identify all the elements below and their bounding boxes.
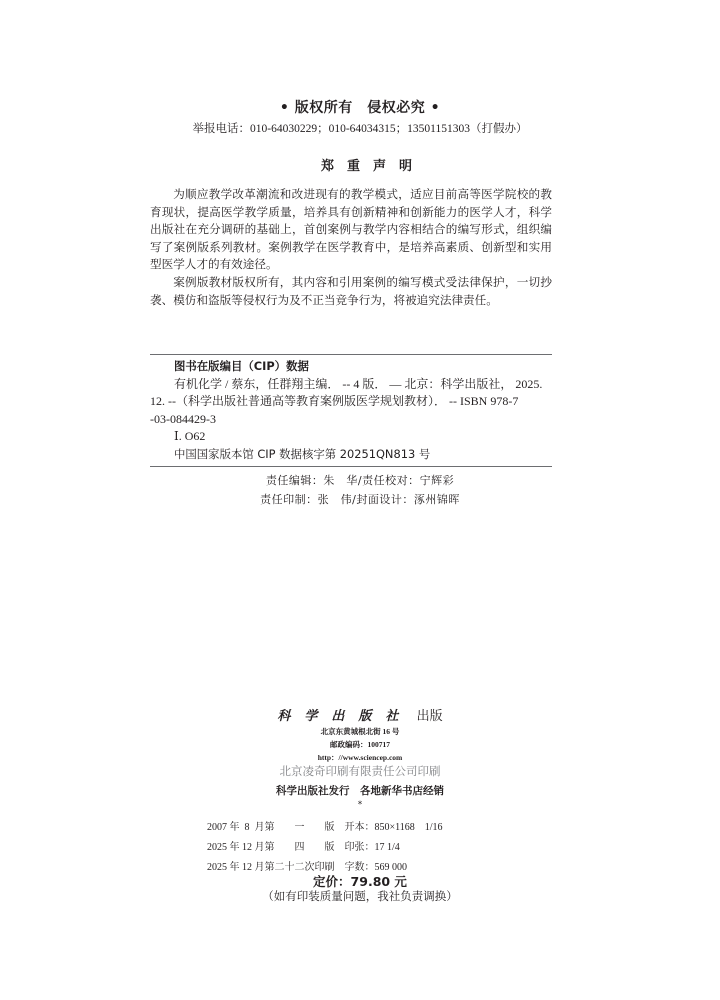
printer-line: 北京凌奇印刷有限责任公司印刷: [279, 764, 441, 778]
publisher-block: [0, 705, 720, 763]
declaration-body: [150, 186, 552, 309]
distributor-line: 科学出版社发行 各地新华书店经销: [276, 785, 444, 797]
cip-classification: Ⅰ. O62: [174, 429, 206, 443]
declaration-title: 郑重声明: [320, 159, 425, 174]
cip-verification: 中国国家版本馆 CIP 数据核字第 20251QN813 号: [174, 446, 431, 461]
edition-table: [207, 818, 443, 878]
exchange-note: （如有印装质量问题，我社负责调换）: [262, 889, 458, 903]
responsible-editors: [0, 471, 720, 509]
edition-row: 2025 年 12 月第二十二次印刷 字数：569 000: [207, 862, 407, 873]
publisher-name: [0, 705, 720, 724]
editors-line: 责任印制：张 伟/封面设计：涿州锦晖: [260, 493, 460, 506]
edition-row: 2007 年 8 月第 一 版 开本：850×1168 1/16: [207, 822, 443, 833]
cip-data-block: [150, 358, 552, 463]
separator-dot: *: [357, 800, 363, 810]
price: 定价：79.80 元: [313, 874, 407, 889]
editors-line: 责任编辑：朱 华/责任校对：宁辉彩: [265, 474, 455, 487]
report-phone-line: 举报电话：010-64030229；010-64034315；13501151303（打假办）: [192, 123, 528, 135]
publisher-address: 北京东黄城根北街 16 号: [320, 727, 400, 736]
publisher-postcode: 邮政编码：100717: [330, 740, 390, 749]
cip-record-line: -03-084429-3: [150, 411, 216, 426]
publisher-suffix: 出版: [416, 709, 443, 724]
edition-row: 2025 年 12 月第 四 版 印张：17 1/4: [207, 842, 400, 853]
cip-record-line: 有机化学 / 蔡东，任群翔主编． -- 4 版． — 北京：科学出版社， 2025.: [174, 376, 543, 391]
copyright-title: • 版权所有 侵权必究 •: [279, 100, 441, 116]
declaration-paragraph: 为顺应教学改革潮流和改进现有的教学模式，适应目前高等医学院校的教育现状，提高医学教学质量，培养具有创新精神和创新能力的医学人才，科学出版社在充分调研的基础上，首创案例与教学内容相结合的编写形式，组织编写了案例版系列教材。案例教学在医学教育中，是培养高素质、创新型和实用型医学人才的有效途径。: [150, 187, 552, 272]
declaration-paragraph: 案例版教材版权所有，其内容和引用案例的编写模式受法律保护，一切抄袭、模仿和盗版等侵权行为及不正当竞争行为，将被追究法律责任。: [150, 274, 552, 307]
cip-top-rule: [150, 354, 552, 355]
cip-bottom-rule: [150, 466, 552, 467]
cip-heading: 图书在版编目（CIP）数据: [174, 359, 309, 373]
publisher-brand: 科学出版社: [277, 709, 413, 724]
cip-record-line: 12. --（科学出版社普通高等教育案例版医学规划教材）． -- ISBN 978-7: [150, 394, 519, 408]
publisher-website: http：//www.sciencep.com: [317, 753, 403, 762]
